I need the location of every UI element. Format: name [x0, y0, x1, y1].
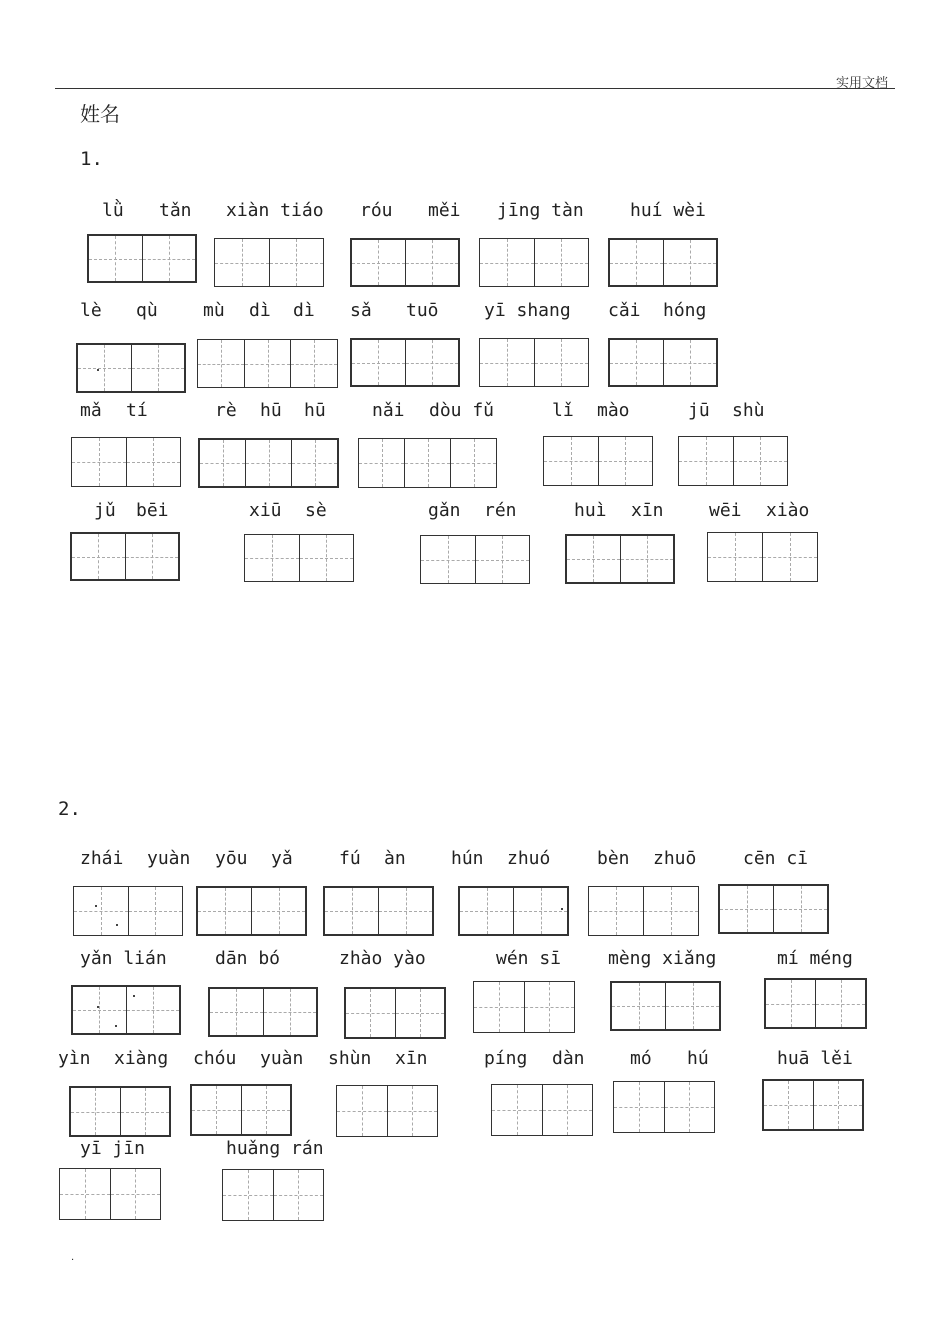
writing-grid[interactable]: [358, 438, 497, 488]
writing-grid[interactable]: [588, 886, 699, 936]
pinyin: jū: [688, 400, 710, 421]
writing-grid[interactable]: [420, 535, 530, 584]
writing-grid[interactable]: [350, 338, 460, 387]
pinyin: huā lěi: [777, 1048, 853, 1069]
writing-grid[interactable]: [87, 234, 197, 283]
pinyin: lè: [80, 300, 102, 321]
pinyin: mó: [630, 1048, 652, 1069]
pinyin: bēi: [136, 500, 169, 521]
pinyin: cēn cī: [743, 848, 809, 869]
pinyin: tí: [126, 400, 148, 421]
pinyin: cǎi: [608, 300, 641, 321]
pinyin: yǎ: [271, 848, 293, 869]
pinyin: nǎi: [372, 400, 405, 421]
writing-grid[interactable]: [718, 884, 829, 934]
pinyin: yōu: [215, 848, 248, 869]
header-label: 实用文档: [836, 76, 889, 91]
pinyin: huǎng rán: [226, 1138, 324, 1159]
pinyin: dì: [293, 300, 315, 321]
writing-grid[interactable]: [458, 886, 569, 936]
pinyin: dàn: [552, 1048, 585, 1069]
writing-grid[interactable]: [190, 1084, 292, 1136]
writing-grid[interactable]: [222, 1169, 324, 1221]
writing-grid[interactable]: [196, 886, 307, 936]
pinyin: xiū: [249, 500, 282, 521]
pinyin: àn: [384, 848, 406, 869]
pinyin: píng: [484, 1048, 528, 1069]
pinyin: rén: [484, 500, 517, 521]
pinyin: jīng tàn: [497, 200, 584, 221]
writing-grid[interactable]: [608, 238, 718, 287]
pinyin: yǎn lián: [80, 948, 167, 969]
section-2-number: 2.: [58, 798, 81, 820]
pinyin: rè: [215, 400, 237, 421]
writing-grid[interactable]: [197, 339, 338, 388]
pinyin: huí wèi: [630, 200, 706, 221]
writing-grid[interactable]: [244, 534, 354, 582]
pinyin: yī shang: [484, 300, 571, 321]
writing-grid[interactable]: [491, 1084, 593, 1136]
writing-grid[interactable]: [613, 1081, 715, 1133]
footer-mark: .: [71, 1252, 75, 1263]
pinyin: bèn: [597, 848, 630, 869]
writing-grid[interactable]: [707, 532, 818, 582]
writing-grid[interactable]: [214, 238, 324, 287]
writing-grid[interactable]: [608, 338, 718, 387]
pinyin: dān bó: [215, 948, 281, 969]
pinyin: xīn: [631, 500, 664, 521]
pinyin: xīn: [395, 1048, 428, 1069]
pinyin: jǔ: [94, 500, 116, 521]
writing-grid[interactable]: [350, 238, 460, 287]
pinyin: zhái: [80, 848, 124, 869]
pinyin: xiàn tiáo: [226, 200, 324, 221]
writing-grid[interactable]: [76, 343, 186, 393]
writing-grid[interactable]: [764, 978, 867, 1029]
section-1-number: 1.: [80, 148, 103, 170]
pinyin: róu: [360, 200, 393, 221]
writing-grid[interactable]: [198, 438, 339, 488]
pinyin: yuàn: [260, 1048, 304, 1069]
writing-grid[interactable]: [70, 532, 180, 581]
writing-grid[interactable]: [344, 987, 446, 1039]
pinyin: yìn: [58, 1048, 91, 1069]
pinyin: wēi: [709, 500, 742, 521]
pinyin: měi: [428, 200, 461, 221]
pinyin: lǜ: [102, 200, 124, 221]
pinyin: chóu: [193, 1048, 237, 1069]
pinyin: zhuó: [507, 848, 551, 869]
pinyin: dì: [249, 300, 271, 321]
pinyin: hú: [687, 1048, 709, 1069]
pinyin: yuàn: [147, 848, 191, 869]
writing-grid[interactable]: [336, 1085, 438, 1137]
pinyin: hū: [304, 400, 326, 421]
writing-grid[interactable]: [473, 981, 575, 1033]
pinyin: wén sī: [496, 948, 562, 969]
pinyin: mèng xiǎng: [608, 948, 717, 969]
pinyin: hū: [260, 400, 282, 421]
pinyin: fú: [339, 848, 361, 869]
pinyin: mào: [597, 400, 630, 421]
writing-grid[interactable]: [59, 1168, 161, 1220]
pinyin: mǎ: [80, 400, 102, 421]
name-label: 姓名: [80, 102, 120, 126]
writing-grid[interactable]: [479, 338, 589, 387]
header-rule: [55, 88, 895, 89]
pinyin: qù: [136, 300, 158, 321]
writing-grid[interactable]: [323, 886, 434, 936]
pinyin: huì: [574, 500, 607, 521]
pinyin: xiàng: [114, 1048, 169, 1069]
writing-grid[interactable]: [610, 981, 721, 1031]
pinyin: sǎ: [350, 300, 372, 321]
pinyin: hóng: [663, 300, 707, 321]
pinyin: tǎn: [159, 200, 192, 221]
pinyin: zhào yào: [339, 948, 426, 969]
pinyin: dòu fǔ: [429, 400, 495, 421]
pinyin: yī jīn: [80, 1138, 146, 1159]
pinyin: lǐ: [552, 400, 574, 421]
writing-grid[interactable]: [71, 437, 181, 487]
writing-grid[interactable]: [565, 534, 675, 584]
writing-grid[interactable]: [762, 1079, 864, 1131]
pinyin: shùn: [328, 1048, 372, 1069]
pinyin: mí méng: [777, 948, 853, 969]
pinyin: shù: [732, 400, 765, 421]
pinyin: mù: [203, 300, 225, 321]
pinyin: gǎn: [428, 500, 461, 521]
writing-grid[interactable]: [208, 987, 318, 1037]
writing-grid[interactable]: [69, 1086, 171, 1137]
writing-grid[interactable]: [543, 436, 653, 486]
pinyin: tuō: [406, 300, 439, 321]
pinyin: zhuō: [653, 848, 697, 869]
writing-grid[interactable]: [678, 436, 788, 486]
pinyin: sè: [305, 500, 327, 521]
pinyin: hún: [451, 848, 484, 869]
writing-grid[interactable]: [71, 985, 181, 1035]
writing-grid[interactable]: [73, 886, 183, 936]
pinyin: xiào: [766, 500, 810, 521]
writing-grid[interactable]: [479, 238, 589, 287]
